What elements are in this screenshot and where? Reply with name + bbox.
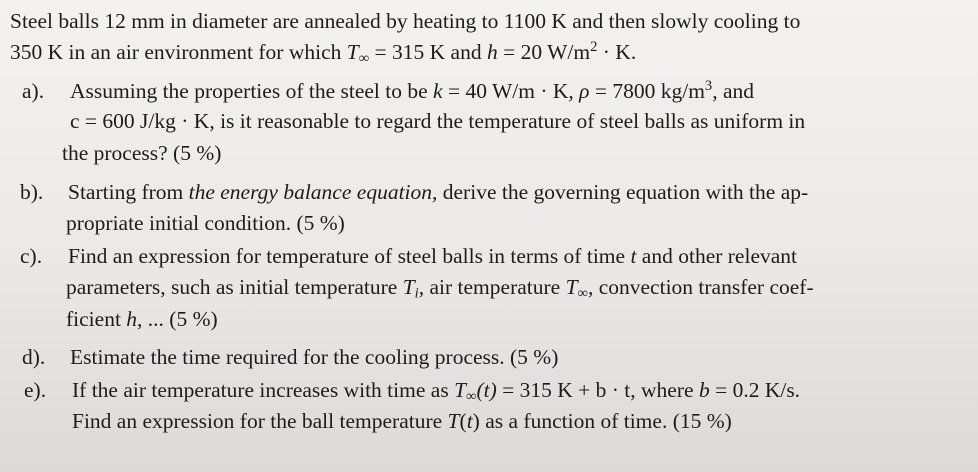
part-e-line-2 xyxy=(72,408,732,434)
exponent: 2 xyxy=(590,38,598,55)
part-d-text: Estimate the time required for the cooling process. (5 %) xyxy=(70,345,559,369)
part-a-text: the process? (5 %) xyxy=(62,141,222,165)
part-c-text: parameters, such as initial temperature xyxy=(66,275,403,299)
intro-text: = 315 K and xyxy=(369,40,487,64)
part-a-text: = 40 W/m · K, xyxy=(442,79,580,103)
subscript-i: i xyxy=(414,285,419,302)
part-a-text: c = 600 J/kg · K, is it reasonable to regard the temperature of steel balls as uniform in xyxy=(70,109,806,133)
part-b-emphasis: the energy balance equation, xyxy=(188,180,438,204)
symbol-h: h xyxy=(126,307,138,331)
part-a-text: , and xyxy=(712,79,755,103)
part-e-text: = 315 K + b · t, where xyxy=(496,378,699,402)
symbol-T: T xyxy=(447,409,460,433)
symbol-infinity: ∞ xyxy=(577,285,588,302)
part-b-text: propriate initial condition. (5 %) xyxy=(66,211,345,235)
part-c-text: and other relevant xyxy=(636,244,797,268)
intro-text: = 20 W/m xyxy=(497,40,591,64)
paren: ( xyxy=(459,409,467,433)
intro-text: 350 K in an air environment for which xyxy=(10,40,347,64)
part-c-text: ficient xyxy=(66,307,127,331)
part-c-label: c). xyxy=(20,244,43,268)
symbol-T: T xyxy=(346,40,359,64)
part-e-text: as a function of time. (15 %) xyxy=(479,409,732,433)
part-b-text: Starting from xyxy=(68,180,189,204)
intro-text: · K. xyxy=(597,40,637,64)
intro-line-2 xyxy=(10,39,636,65)
part-b-text: derive the governing equation with the ap- xyxy=(437,180,809,204)
part-c-line-1 xyxy=(20,243,797,269)
part-e-label: e). xyxy=(24,378,47,402)
part-c-text: , ... (5 %) xyxy=(137,307,218,331)
part-a-text: = 7800 kg/m xyxy=(589,79,705,103)
symbol-of-t: (t) xyxy=(476,378,497,402)
symbol-t: t xyxy=(630,244,637,268)
part-b-line-2 xyxy=(66,210,345,236)
symbol-infinity: ∞ xyxy=(358,50,370,67)
intro-text: Steel balls 12 mm in diameter are annealed by heating to 1100 K and then slowly cooling to xyxy=(10,9,801,33)
part-a-line-2 xyxy=(70,108,805,134)
intro-line-1 xyxy=(10,8,800,34)
part-e-line-1 xyxy=(24,377,800,403)
part-c-line-3 xyxy=(66,306,218,332)
part-d-label: d). xyxy=(22,345,46,369)
exponent: 3 xyxy=(704,77,713,94)
part-a-label: a). xyxy=(22,79,45,103)
symbol-t: t xyxy=(466,409,473,433)
part-b-label: b). xyxy=(20,180,44,204)
part-b-line-1 xyxy=(20,179,808,205)
paren: ) xyxy=(472,409,480,433)
symbol-rho: ρ xyxy=(579,79,590,103)
symbol-h: h xyxy=(486,40,498,64)
symbol-T: T xyxy=(402,275,415,299)
symbol-infinity: ∞ xyxy=(466,388,477,405)
part-e-text: If the air temperature increases with time as xyxy=(72,378,455,402)
part-e-text: = 0.2 K/s. xyxy=(709,378,801,402)
part-a-text: Assuming the properties of the steel to be xyxy=(70,79,434,103)
symbol-k: k xyxy=(433,79,443,103)
part-a-line-1 xyxy=(22,78,754,104)
part-c-text: Find an expression for temperature of steel balls in terms of time xyxy=(68,244,631,268)
part-c-line-2 xyxy=(66,274,814,300)
part-d-line-1 xyxy=(22,344,558,370)
part-a-line-3 xyxy=(62,140,221,166)
part-e-text: Find an expression for the ball temperature xyxy=(72,409,448,433)
symbol-T: T xyxy=(454,378,467,402)
part-c-text: , convection transfer coef- xyxy=(587,275,814,299)
part-c-text: , air temperature xyxy=(418,275,566,299)
symbol-T: T xyxy=(565,275,578,299)
symbol-b: b xyxy=(698,378,710,402)
